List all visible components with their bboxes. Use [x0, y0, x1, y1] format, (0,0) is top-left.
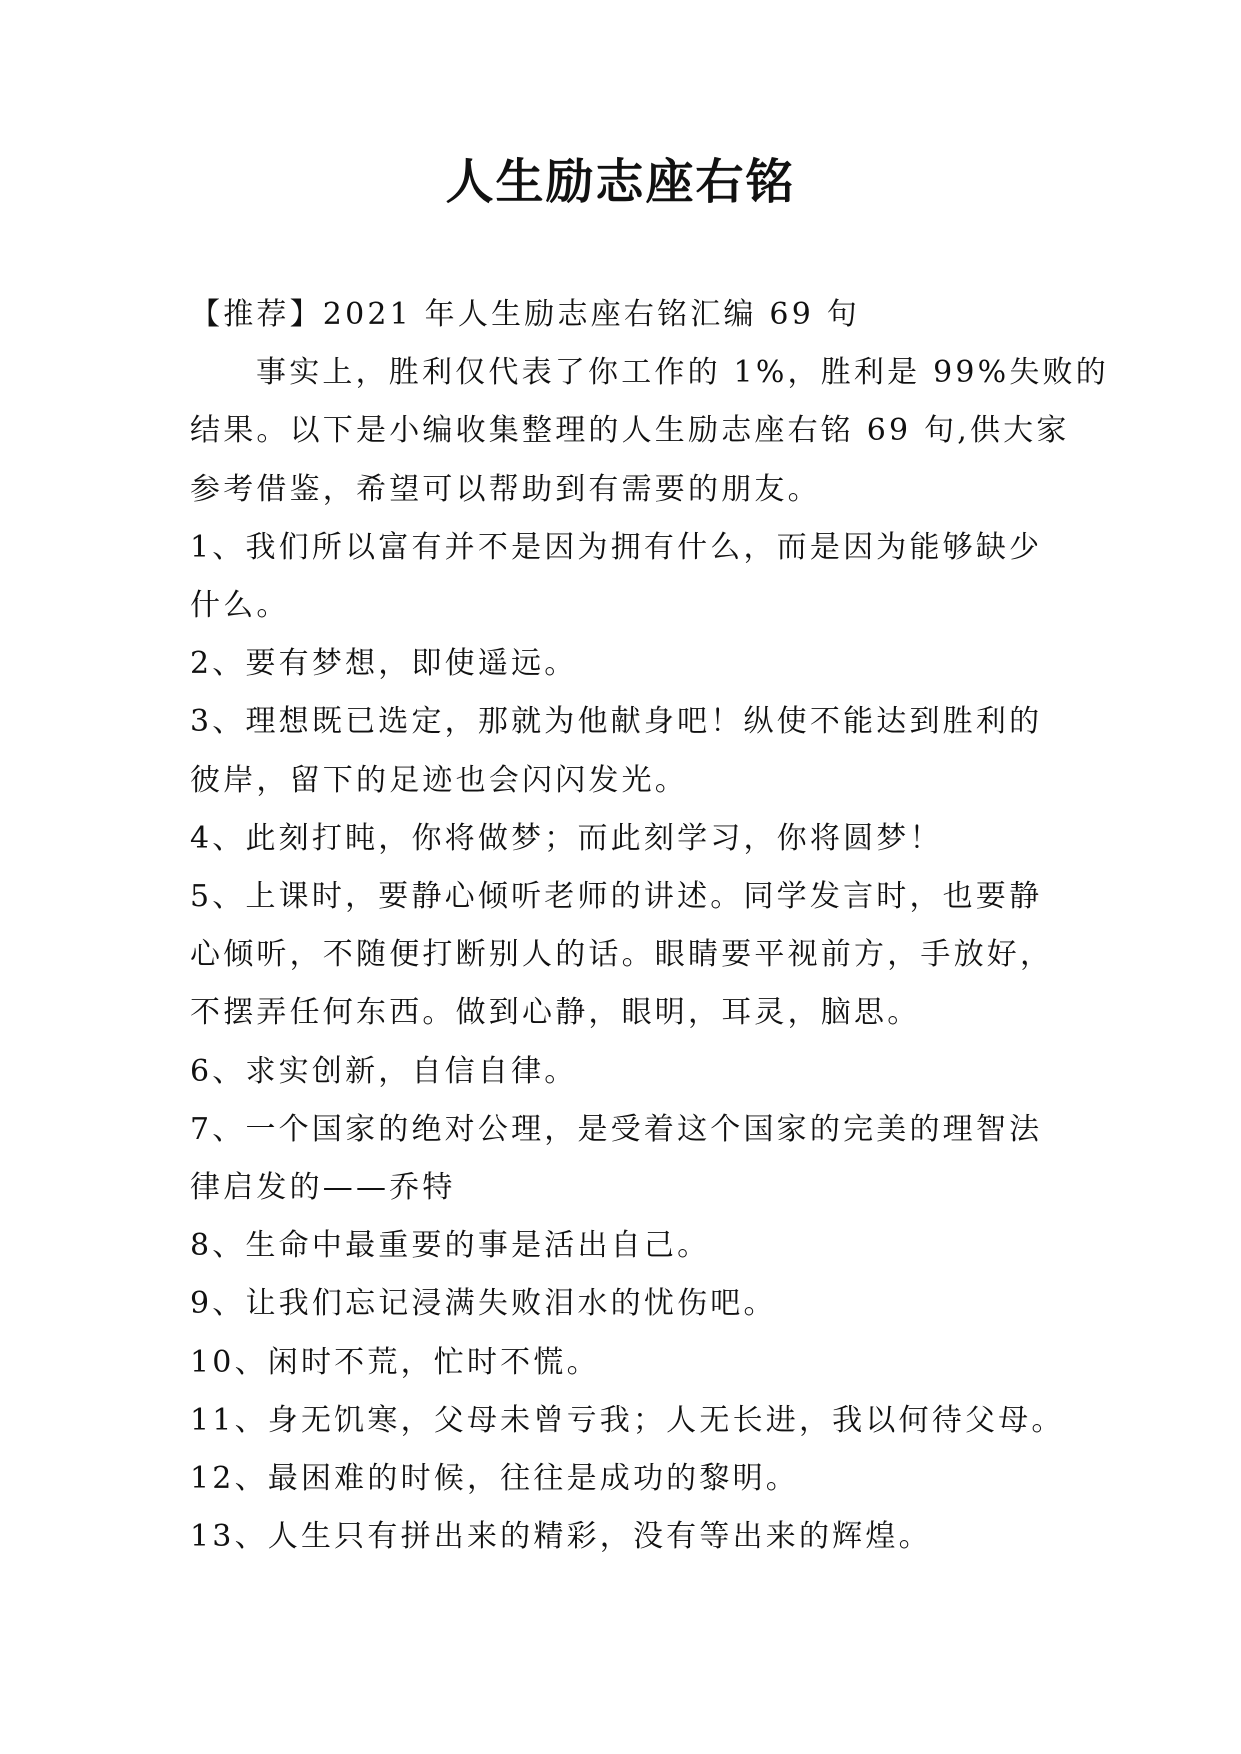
page-title: 人生励志座右铭 [445, 154, 796, 210]
document-body [190, 286, 1109, 1566]
list-item [190, 1450, 1080, 1508]
intro-line: 事实上，胜利仅代表了你工作的 1%，胜利是 99%失败的 [256, 355, 1109, 391]
list-item-line: 2、要有梦想，即使遥远。 [190, 646, 578, 682]
list-item-line: 7、一个国家的绝对公理，是受着这个国家的完美的理智法 [190, 1111, 1043, 1147]
list-item-line: 9、让我们忘记浸满失败泪水的忧伤吧。 [190, 1286, 777, 1322]
list-item [190, 1043, 1080, 1101]
intro-line: 参考借鉴，希望可以帮助到有需要的朋友。 [190, 471, 821, 507]
list-item-line: 12、最困难的时候，往往是成功的黎明。 [190, 1461, 799, 1497]
list-item-line: 10、闲时不荒，忙时不慌。 [190, 1344, 600, 1380]
list-item-line: 彼岸，留下的足迹也会闪闪发光。 [190, 762, 688, 798]
list-item-line: 心倾听，不随便打断别人的话。眼睛要平视前方，手放好， [190, 937, 1054, 973]
intro-paragraph [190, 344, 1109, 519]
list-item [190, 519, 1080, 635]
list-item [190, 1275, 1080, 1333]
list-item [190, 635, 1080, 693]
list-item-line: 律启发的——乔特 [190, 1170, 456, 1206]
motto-list [190, 519, 1080, 1567]
list-item [190, 1334, 1080, 1392]
list-item [190, 693, 1080, 809]
list-item [190, 868, 1080, 1043]
list-item [190, 1392, 1080, 1450]
list-item [190, 810, 1080, 868]
document-subtitle: 【推荐】2021 年人生励志座右铭汇编 69 句 [190, 297, 860, 332]
list-item-line: 4、此刻打盹，你将做梦；而此刻学习，你将圆梦！ [190, 820, 943, 856]
list-item-line: 11、身无饥寒，父母未曾亏我；人无长进，我以何待父母。 [190, 1402, 1065, 1438]
intro-line: 结果。以下是小编收集整理的人生励志座右铭 69 句,供大家 [190, 413, 1070, 449]
list-item-line: 5、上课时，要静心倾听老师的讲述。同学发言时，也要静 [190, 879, 1043, 915]
list-item-line: 13、人生只有拼出来的精彩，没有等出来的辉煌。 [190, 1519, 932, 1555]
list-item [190, 1101, 1080, 1217]
list-item [190, 1217, 1080, 1275]
list-item [190, 1508, 1080, 1566]
list-item-line: 不摆弄任何东西。做到心静，眼明，耳灵，脑思。 [190, 995, 921, 1031]
list-item-line: 6、求实创新，自信自律。 [190, 1053, 578, 1089]
list-item-line: 1、我们所以富有并不是因为拥有什么，而是因为能够缺少 [190, 529, 1043, 565]
list-item-line: 什么。 [190, 588, 290, 624]
list-item-line: 8、生命中最重要的事是活出自己。 [190, 1228, 711, 1264]
list-item-line: 3、理想既已选定，那就为他献身吧！纵使不能达到胜利的 [190, 704, 1043, 740]
